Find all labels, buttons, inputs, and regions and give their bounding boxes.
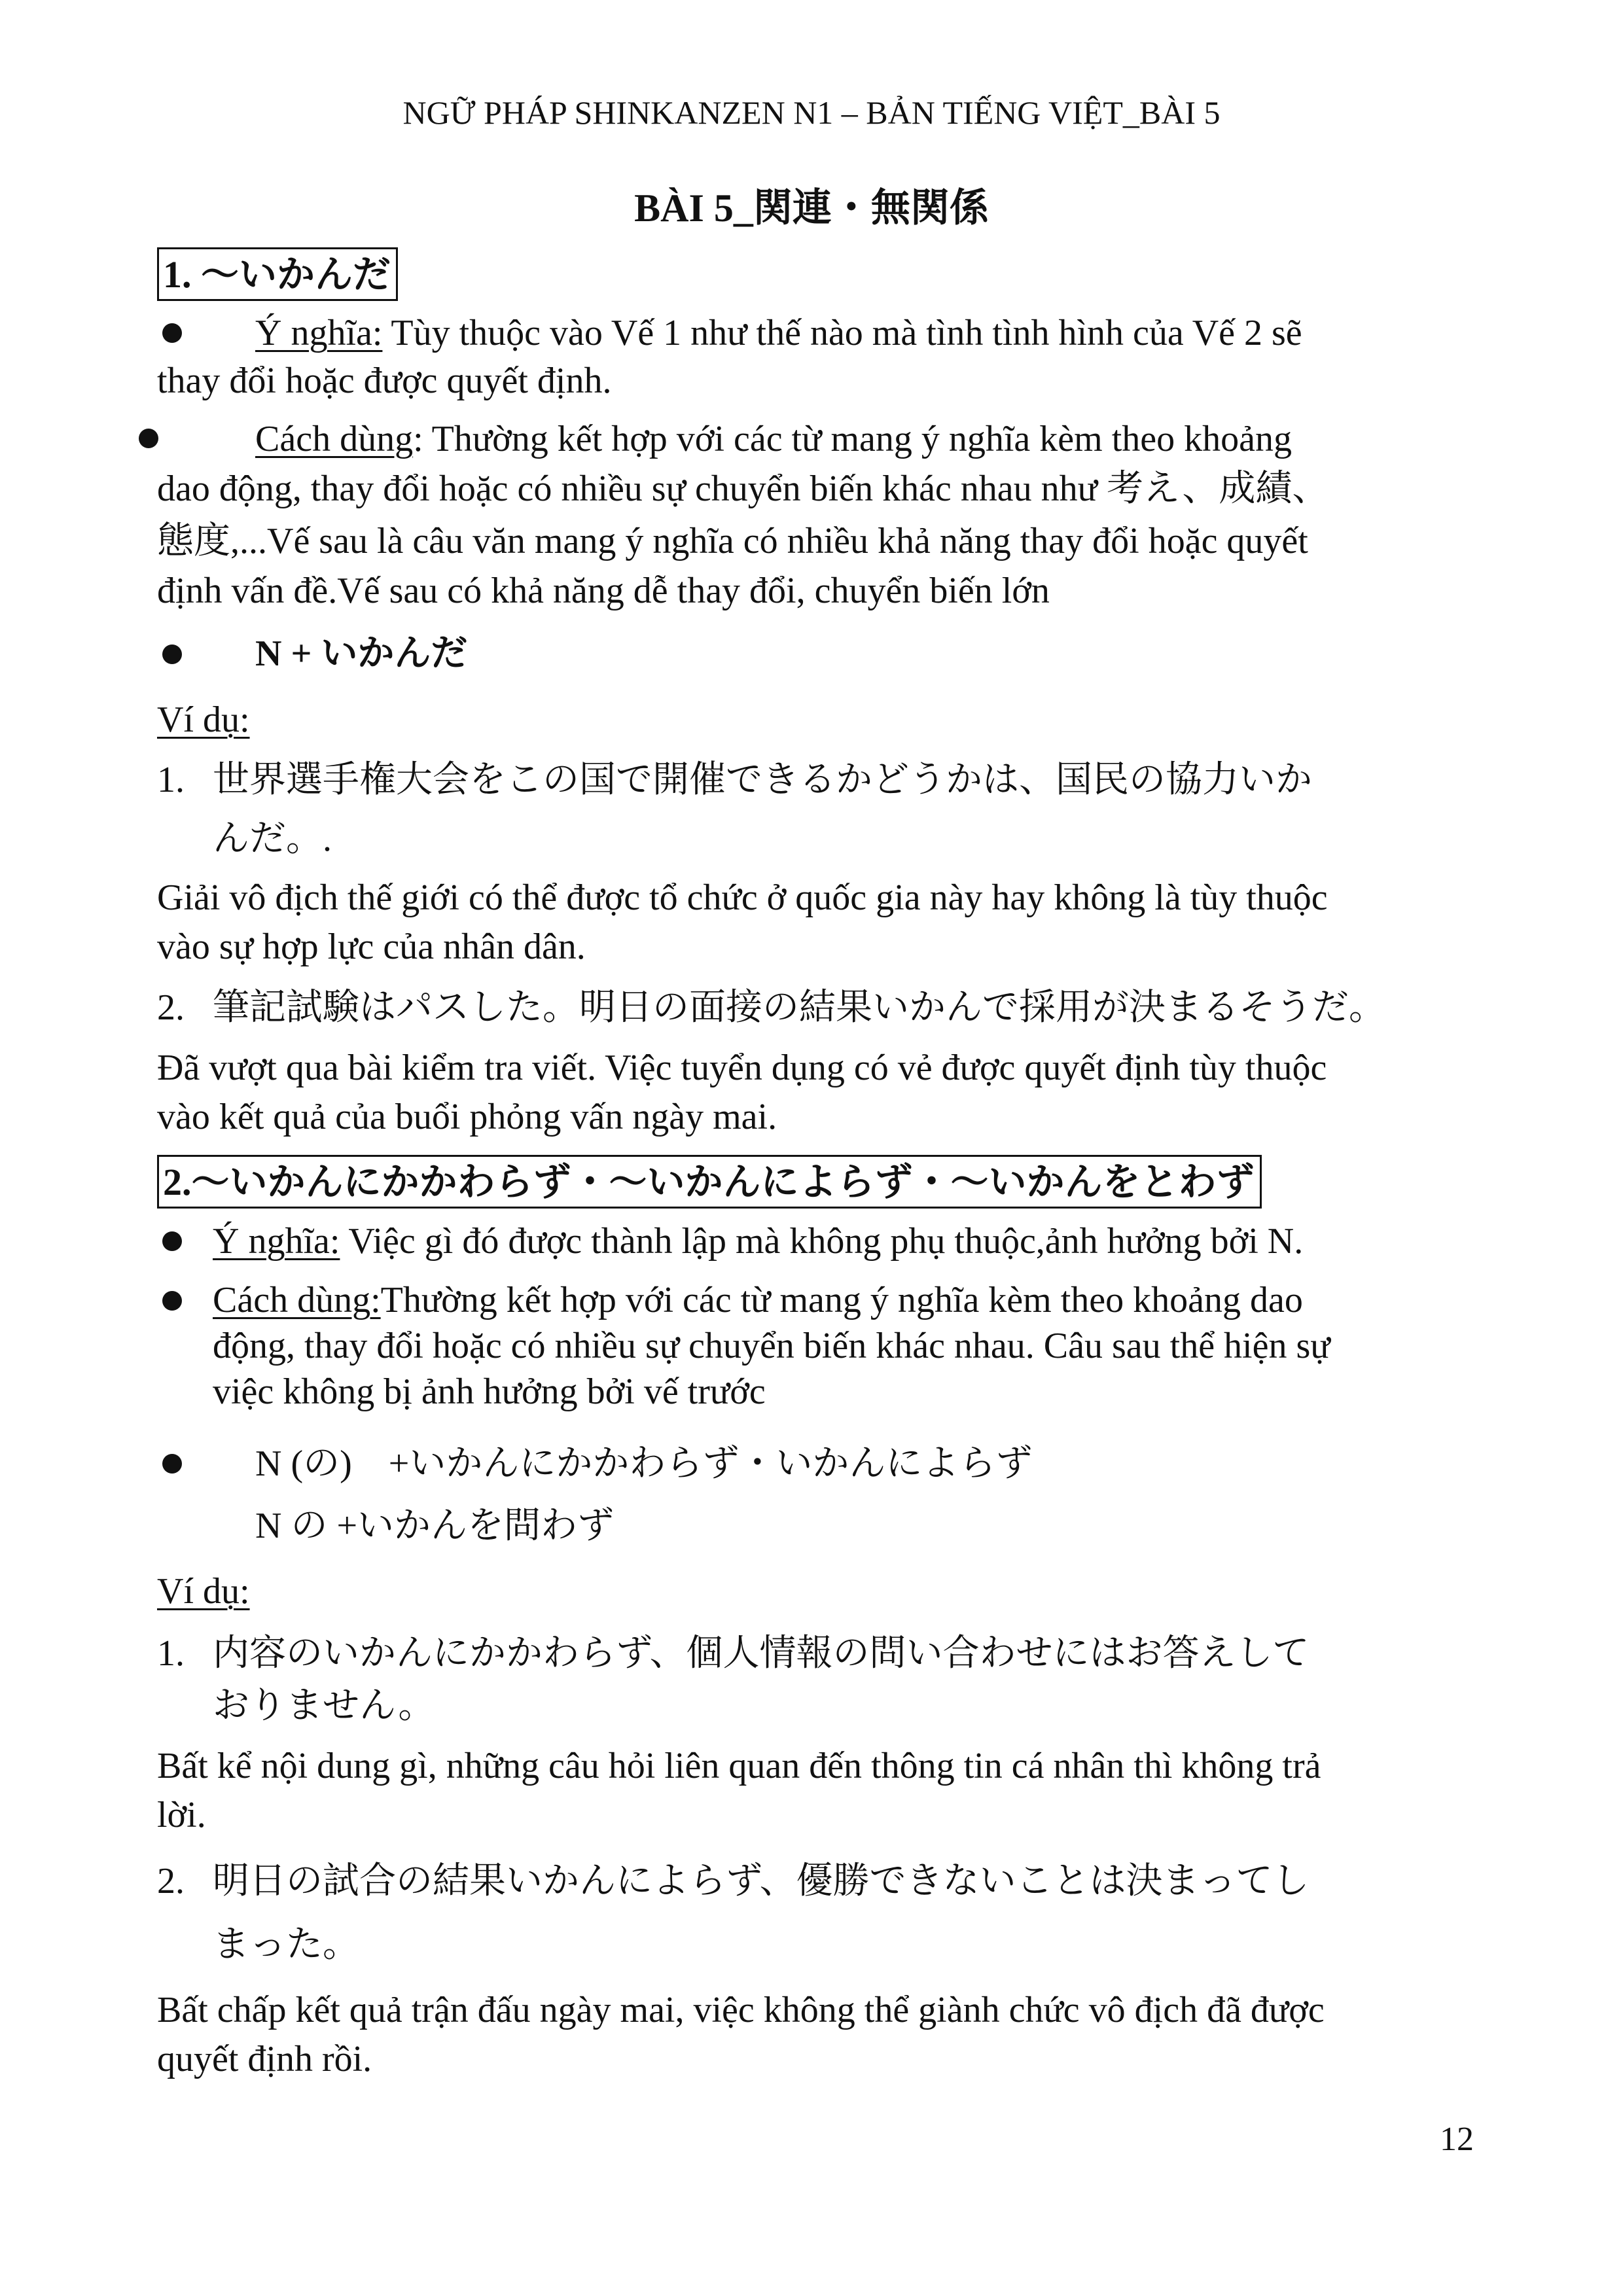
s2-examples-label: Ví dụ:: [157, 1571, 250, 1612]
s2-meaning-text: Việc gì đó được thành lập mà không phụ thuộc,ảnh hưởng bởi N.: [340, 1221, 1304, 1262]
s1-ex2-vi-line-2: vào kết quả của buổi phỏng vấn ngày mai.: [157, 1097, 777, 1137]
s1-ex2-vi-line-1: Đã vượt qua bài kiểm tra viết. Việc tuyển dụng có vẻ được quyết định tùy thuộc: [157, 1048, 1327, 1088]
s1-usage-line-3: 態度,...Vế sau là câu văn mang ý nghĩa có nhiều khả năng thay đổi hoặc quyết: [157, 521, 1308, 561]
running-header: NGỮ PHÁP SHINKANZEN N1 – BẢN TIẾNG VIỆT_BÀI 5: [402, 94, 1221, 131]
s1-meaning-line-1: [255, 309, 1302, 357]
s1-examples-label: Ví dụ:: [157, 699, 250, 740]
lesson-title: BÀI 5_関連・無関係: [634, 186, 989, 230]
s2-usage-line-1: [213, 1276, 1303, 1324]
s1-usage-line-2: dao động, thay đổi hoặc có nhiều sự chuyển biến khác nhau như 考え、成績、: [157, 468, 1329, 509]
s2-usage-line-2: động, thay đổi hoặc có nhiều sự chuyển biến khác nhau. Câu sau thể hiện sự: [213, 1326, 1330, 1366]
bullet-icon: [162, 323, 182, 343]
s1-meaning-line-2: thay đổi hoặc được quyết định.: [157, 361, 612, 401]
s2-ex1-number: 1.: [157, 1633, 185, 1674]
s1-meaning-text: Tùy thuộc vào Vế 1 như thế nào mà tình tình hình của Vế 2 sẽ: [382, 313, 1302, 353]
s2-ex1-vi-line-1: Bất kể nội dung gì, những câu hỏi liên quan đến thông tin cá nhân thì không trả: [157, 1746, 1321, 1786]
s2-meaning-line-1: [213, 1217, 1303, 1265]
s2-usage-text: Thường kết hợp với các từ mang ý nghĩa kèm theo khoảng dao: [380, 1280, 1303, 1320]
s2-usage-label: Cách dùng:: [213, 1280, 381, 1320]
s2-form-line-2: N の +いかんを問わず: [255, 1506, 615, 1546]
bullet-icon: [162, 645, 182, 664]
s1-usage-line-1: [255, 415, 1292, 463]
s2-ex1-jp-line-2: おりません。: [213, 1686, 435, 1726]
s1-usage-line-4: định vấn đề.Vế sau có khả năng dễ thay đổi, chuyển biến lớn: [157, 571, 1050, 611]
s2-ex2-number: 2.: [157, 1861, 185, 1901]
s1-meaning-label: Ý nghĩa:: [255, 313, 383, 353]
s2-ex2-vi-line-1: Bất chấp kết quả trận đấu ngày mai, việc không thể giành chức vô địch đã được: [157, 1990, 1325, 2030]
s2-ex2-vi-line-2: quyết định rồi.: [157, 2039, 372, 2079]
s1-ex2-number: 2.: [157, 987, 185, 1028]
s1-ex1-vi-line-2: vào sự hợp lực của nhân dân.: [157, 927, 586, 967]
s1-ex1-jp-line-1: 世界選手権大会をこの国で開催できるかどうかは、国民の協力いか: [213, 760, 1312, 800]
bullet-icon: [162, 1231, 182, 1251]
s1-ex1-number: 1.: [157, 760, 185, 800]
bullet-icon: [139, 429, 158, 448]
s2-ex2-jp-line-2: まった。: [213, 1924, 359, 1965]
s1-ex1-jp-line-2: んだ。.: [213, 819, 332, 859]
s1-usage-label: Cách dùng: [255, 419, 414, 459]
s2-usage-line-3: việc không bị ảnh hưởng bởi vế trước: [213, 1371, 766, 1412]
s2-ex2-jp-line-1: 明日の試合の結果いかんによらず、優勝できないことは決まってし: [213, 1861, 1310, 1901]
s2-ex1-vi-line-2: lời.: [157, 1795, 206, 1835]
s1-usage-text: : Thường kết hợp với các từ mang ý nghĩa kèm theo khoảng: [413, 419, 1292, 459]
s2-form-line-1: N (の) +いかんにかかわらず・いかんによらず: [255, 1443, 1033, 1484]
section1-heading: 1. ～いかんだ: [157, 247, 398, 301]
s1-form: N + いかんだ: [255, 633, 468, 674]
s1-ex1-vi-line-1: Giải vô địch thế giới có thể được tổ chức ở quốc gia này hay không là tùy thuộc: [157, 877, 1328, 918]
section2-heading: 2.～いかんにかかわらず・～いかんによらず・～いかんをとわず: [157, 1155, 1262, 1209]
bullet-icon: [162, 1454, 182, 1474]
page-number: 12: [1440, 2121, 1474, 2158]
s2-ex1-jp-line-1: 内容のいかんにかかわらず、個人情報の問い合わせにはお答えして: [213, 1633, 1310, 1674]
bullet-icon: [162, 1291, 182, 1311]
s2-meaning-label: Ý nghĩa:: [213, 1221, 340, 1262]
s1-ex2-jp-line-1: 筆記試験はパスした。明日の面接の結果いかんで採用が決まるそうだ。: [213, 987, 1385, 1028]
